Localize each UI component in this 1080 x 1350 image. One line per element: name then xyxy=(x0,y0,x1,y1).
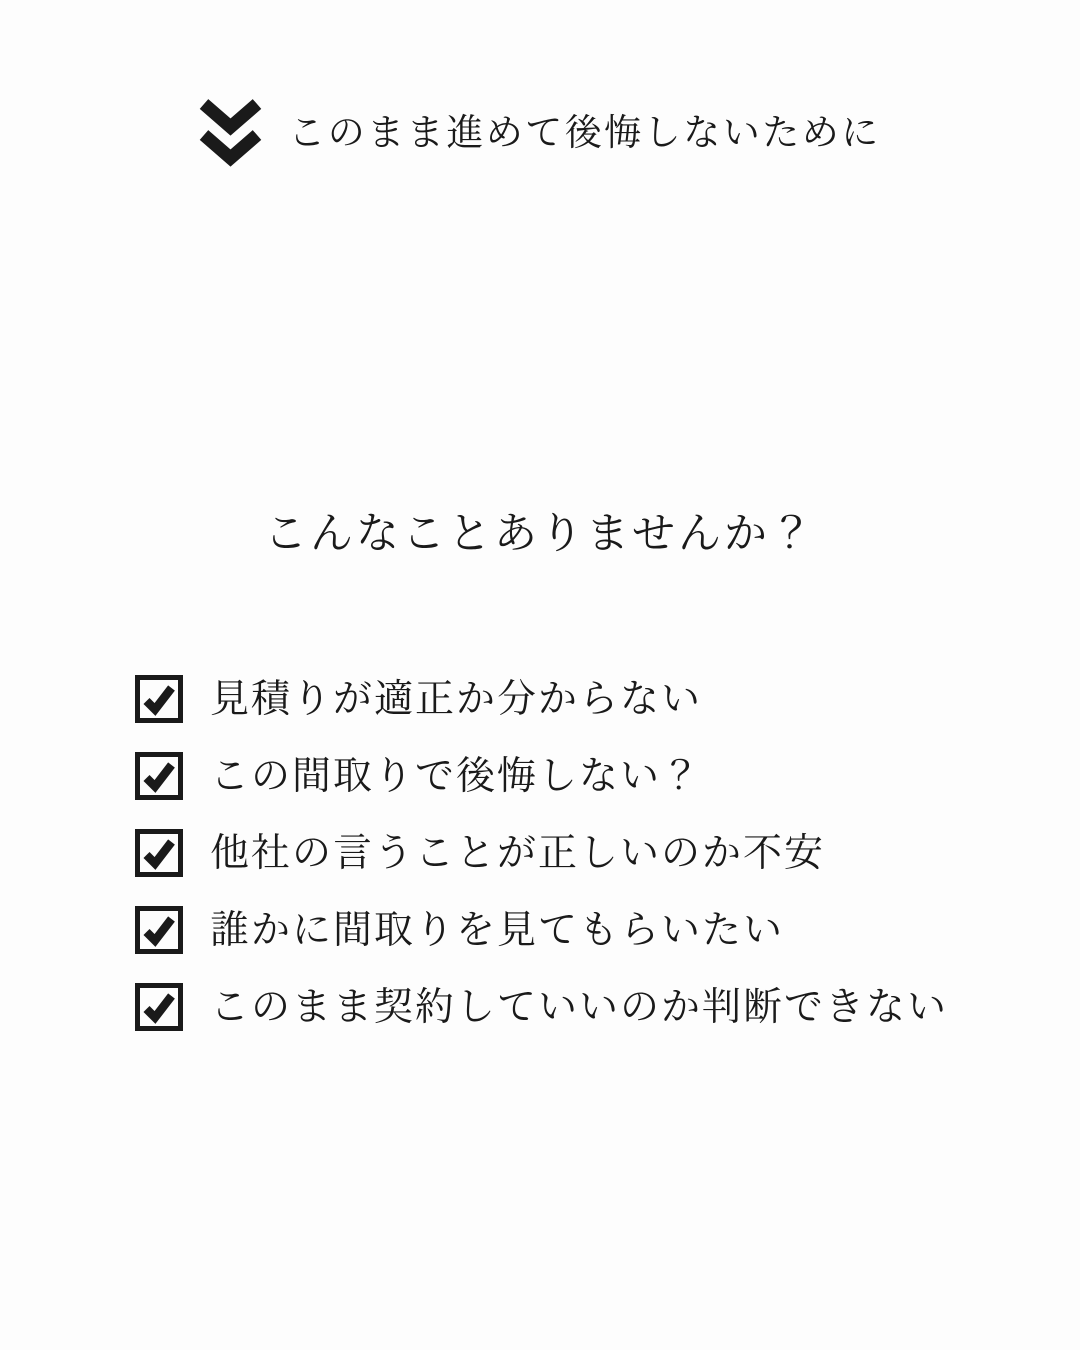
checklist-item xyxy=(135,752,948,800)
checked-checkbox-icon xyxy=(135,906,183,954)
checked-checkbox-icon xyxy=(135,752,183,800)
double-chevron-down-icon xyxy=(199,96,262,168)
checklist xyxy=(135,675,948,1031)
checklist-item-label: 誰かに間取りを見てもらいたい xyxy=(210,908,785,952)
checklist-item xyxy=(135,675,948,723)
checklist-item xyxy=(135,906,948,954)
checklist-item-label: 見積りが適正か分からない xyxy=(210,677,703,721)
checklist-item-label: 他社の言うことが正しいのか不安 xyxy=(210,831,826,875)
checked-checkbox-icon xyxy=(135,675,183,723)
checklist-item-label: この間取りで後悔しない？ xyxy=(210,754,703,798)
checklist-item xyxy=(135,983,948,1031)
page-title: こんなことありませんか？ xyxy=(264,509,816,558)
checked-checkbox-icon xyxy=(135,829,183,877)
lead-row xyxy=(0,96,1080,168)
lead-text: このまま進めて後悔しないために xyxy=(288,111,881,153)
checked-checkbox-icon xyxy=(135,983,183,1031)
checklist-item-label: このまま契約していいのか判断できない xyxy=(210,985,949,1029)
checklist-item xyxy=(135,829,948,877)
